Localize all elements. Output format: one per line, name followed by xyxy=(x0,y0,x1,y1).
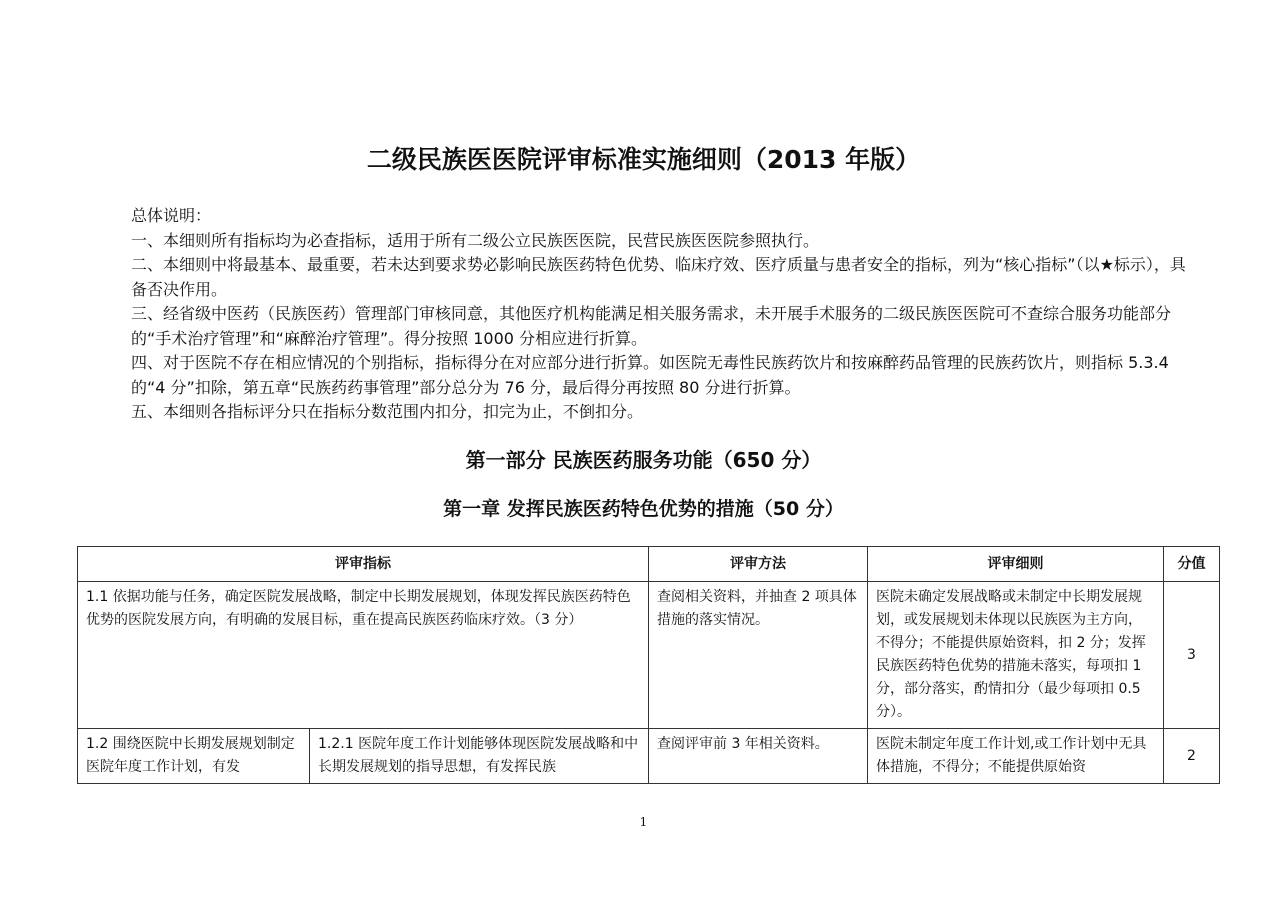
indicator-text: 1.2 围绕医院中长期发展规划制定医院年度工作计划，有发 xyxy=(86,736,295,775)
header-indicator: 评审指标 xyxy=(78,547,649,582)
method-cell xyxy=(649,729,868,784)
chapter-title: 第一章 发挥民族医药特色优势的措施（50 分） xyxy=(443,498,844,520)
indicator-cell: 1.1 依据功能与任务，确定医院发展战略，制定中长期发展规划，体现发挥民族医药特色优势的医院发展方向，有明确的发展目标，重在提高民族医药临床疗效。（3 分） xyxy=(78,582,649,729)
sub-indicator-cell xyxy=(310,729,649,784)
table-row xyxy=(78,582,1220,729)
general-note-5: 五、本细则各指标评分只在指标分数范围内扣分，扣完为止，不倒扣分。 xyxy=(131,402,644,421)
general-note-2: 二、本细则中将最基本、最重要，若未达到要求势必影响民族医药特色优势、临床疗效、医疗质量与患者安全的指标，列为“核心指标”（以★标示），具备否决作用。 xyxy=(131,255,1186,299)
document-title: 二级民族医医院评审标准实施细则（2013 年版） xyxy=(366,145,921,174)
general-notes xyxy=(131,204,1191,425)
part-title: 第一部分 民族医药服务功能（650 分） xyxy=(465,448,822,472)
detail-cell xyxy=(868,729,1164,784)
general-note-4: 四、对于医院不存在相应情况的个别指标，指标得分在对应部分进行折算。如医院无毒性民族药饮片和按麻醉药品管理的民族药饮片，则指标 5.3.4 的“4 分”扣除，第五章“民族药药事管理”部分总分为 76 分，最后得分再按照 80 分进行折算。 xyxy=(131,353,1169,397)
general-note-3: 三、经省级中医药（民族医药）管理部门审核同意，其他医疗机构能满足相关服务需求，未开展手术服务的二级民族医医院可不查综合服务功能部分的“手术治疗管理”和“麻醉治疗管理”。得分按照 1000 分相应进行折算。 xyxy=(131,304,1172,348)
method-cell: 查阅相关资料，并抽查 2 项具体措施的落实情况。 xyxy=(649,582,868,729)
general-note-1: 一、本细则所有指标均为必查指标，适用于所有二级公立民族医医院，民营民族医医院参照执行。 xyxy=(131,230,820,250)
score-cell: 3 xyxy=(1164,582,1220,729)
sub-indicator-text: 1.2.1 医院年度工作计划能够体现医院发展战略和中长期发展规划的指导思想，有发挥民族 xyxy=(318,736,639,775)
general-notes-heading: 总体说明： xyxy=(131,206,212,225)
detail-cell: 医院未确定发展战略或未制定中长期发展规划，或发展规划未体现以民族医为主方向，不得分；不能提供原始资料，扣 2 分；发挥民族医药特色优势的措施未落实，每项扣 1 分，部分落实，酌情扣分（最少每项扣 0.5 分）。 xyxy=(868,582,1164,729)
page-number: 1 xyxy=(639,815,648,829)
detail-text: 医院未制定年度工作计划,或工作计划中无具体措施，不得分；不能提供原始资 xyxy=(876,736,1147,775)
method-text: 查阅评审前 3 年相关资料。 xyxy=(657,736,829,752)
table-header-row xyxy=(78,547,1220,582)
header-score: 分值 xyxy=(1164,547,1220,582)
indicator-cell xyxy=(78,729,310,784)
score-cell: 2 xyxy=(1164,729,1220,784)
evaluation-table xyxy=(77,546,1220,784)
header-method: 评审方法 xyxy=(649,547,868,582)
table-row xyxy=(78,729,1220,784)
header-detail: 评审细则 xyxy=(868,547,1164,582)
